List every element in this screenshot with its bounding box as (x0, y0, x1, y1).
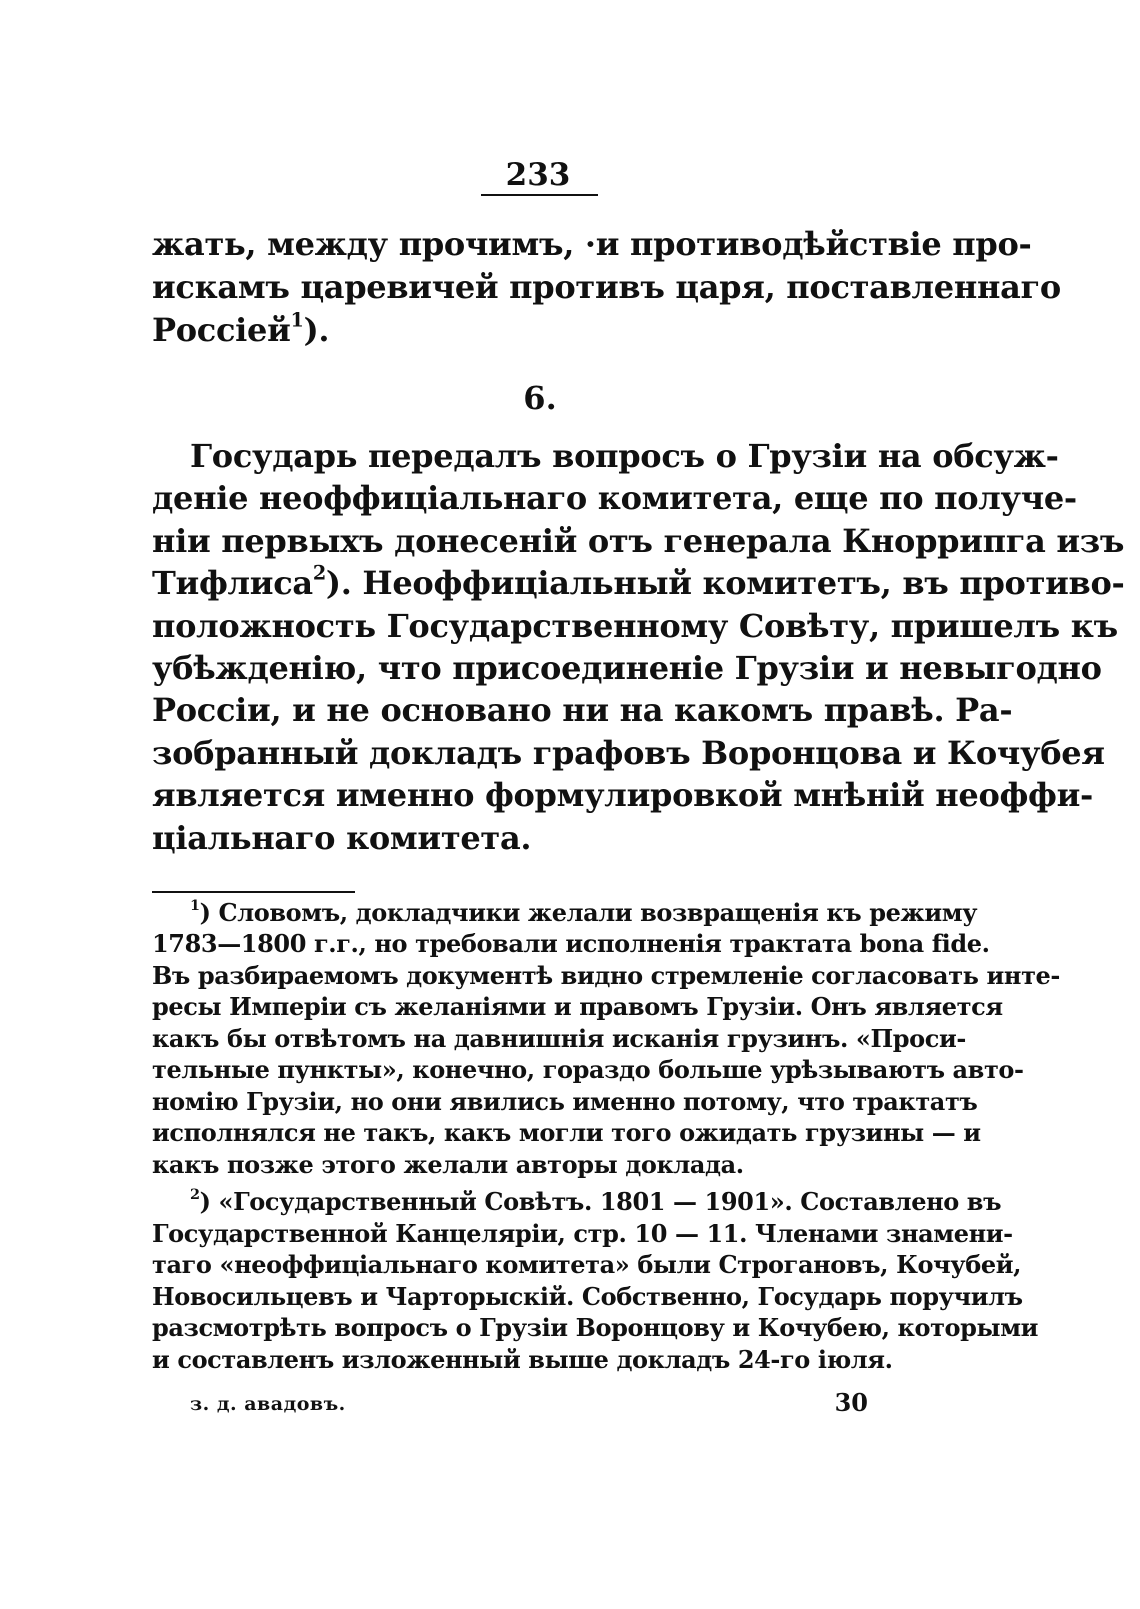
body-line: является именно формулировкой мнѣній неоффи- (152, 776, 1094, 814)
footnote-ref: 1 (290, 308, 304, 332)
footnote-line: какъ бы отвѣтомъ на давнишнія исканія грузинъ. «Проси- (152, 1024, 966, 1053)
footnote-line: какъ позже этого желали авторы доклада. (152, 1150, 744, 1179)
footnote-line: разсмотрѣть вопросъ о Грузіи Воронцову и Кочубею, которыми (152, 1313, 1039, 1342)
body-text: ). Неоффиціальный комитетъ, въ противо- (325, 564, 1125, 602)
body-line: Россіи, и не основано ни на какомъ правѣ. Ра- (152, 691, 1013, 729)
footnote-line: номію Грузіи, но они явились именно потому, что трактатъ (152, 1087, 978, 1116)
body-line (152, 561, 1125, 603)
section-number: 6. (523, 379, 557, 417)
footnote-line (190, 897, 978, 928)
sheet-number: 30 (834, 1388, 868, 1417)
body-text: Тифлиса (152, 564, 313, 602)
page-number: 233 (505, 157, 571, 193)
footnote-marker: 1 (190, 897, 200, 915)
body-line: положность Государственному Совѣту, пришелъ къ (152, 607, 1118, 645)
footnote-line: исполнялся не такъ, какъ могли того ожидать грузины — и (152, 1118, 981, 1147)
footnote-line: таго «неоффиціальнаго комитета» были Строгановъ, Кочубей, (152, 1250, 1022, 1279)
body-line: Государь передалъ вопросъ о Грузіи на обсуж- (190, 437, 1059, 475)
body-text: ). (303, 311, 330, 349)
footnote-line: Государственной Канцеляріи, стр. 10 — 11. Членами знамени- (152, 1219, 1013, 1248)
footnote-line: Новосильцевъ и Чарторыскій. Собственно, Государь поручилъ (152, 1282, 1023, 1311)
footnote-line: и составленъ изложенный выше докладъ 24-го іюля. (152, 1345, 893, 1374)
footnote-line (190, 1186, 1002, 1217)
footnote-marker: 2 (190, 1186, 200, 1204)
page-number-rule (481, 194, 598, 196)
body-line: жать, между прочимъ, ·и противодѣйствіе про- (152, 225, 1032, 263)
footnote-rule (152, 891, 355, 893)
body-line: деніе неоффиціальнаго комитета, еще по получе- (152, 479, 1077, 517)
footnote-line: тельные пункты», конечно, гораздо больше урѣзываютъ авто- (152, 1055, 1024, 1084)
footnote-line: 1783—1800 г.г., но требовали исполненія трактата bona fide. (152, 929, 990, 958)
body-line: ціальнаго комитета. (152, 819, 532, 857)
body-line: ніи первыхъ донесеній отъ генерала Кноррипга изъ (152, 522, 1125, 560)
body-line: зобранный докладъ графовъ Воронцова и Кочубея (152, 734, 1105, 772)
footnote-line: ресы Имперіи съ желаніями и правомъ Грузіи. Онъ является (152, 992, 1003, 1021)
footnote-text: ) «Государственный Совѣтъ. 1801 — 1901». Составлено въ (199, 1187, 1002, 1216)
footnote-ref: 2 (312, 561, 326, 585)
body-line: искамъ царевичей противъ царя, поставленнаго (152, 268, 1061, 306)
footnote-text: ) Словомъ, докладчики желали возвращенія къ режиму (199, 898, 978, 927)
body-line: убѣжденію, что присоединеніе Грузіи и невыгодно (152, 649, 1102, 687)
body-line (152, 310, 922, 350)
signature-mark: з. д. авадовъ. (190, 1393, 346, 1415)
body-text: Россіей (152, 311, 291, 349)
footnote-line: Въ разбираемомъ документѣ видно стремленіе согласовать инте- (152, 961, 1060, 990)
